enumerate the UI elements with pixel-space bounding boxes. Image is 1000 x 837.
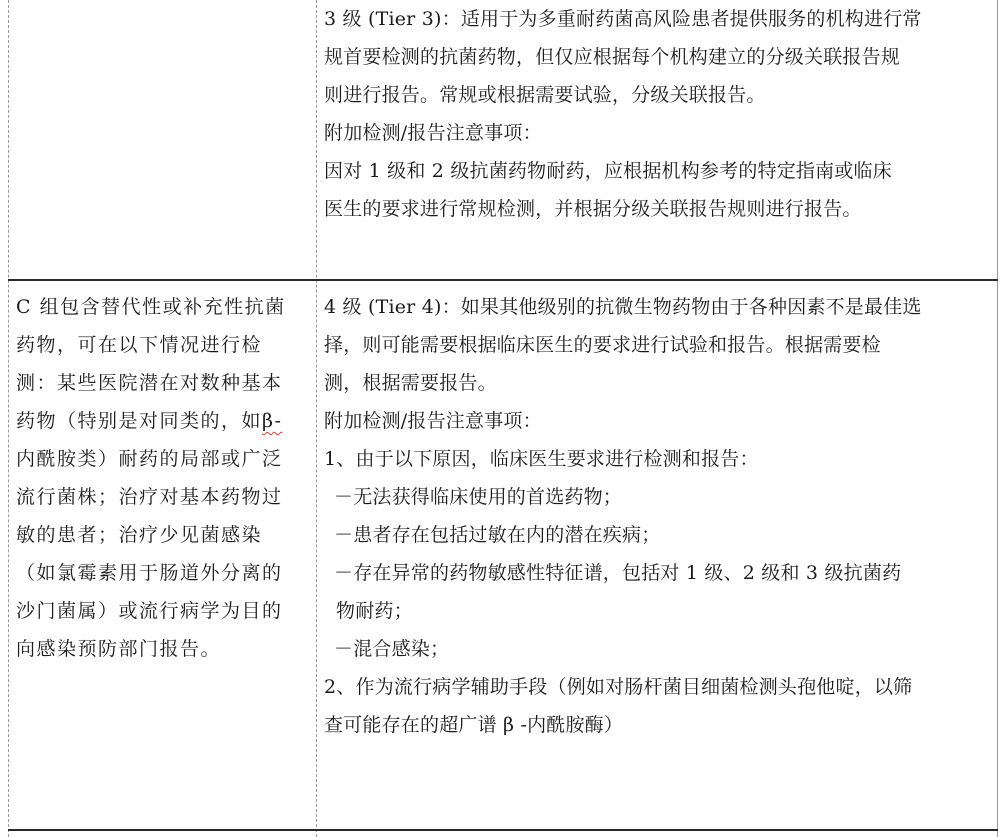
tier4-cell xyxy=(324,288,992,744)
tier4-item-1-title: 1、由于以下原因，临床医生要求进行检测和报告： xyxy=(324,448,759,470)
group-c-line xyxy=(16,402,312,440)
tier4-bullet: －存在异常的药物敏感性特征谱，包括对 1 级、2 级和 3 级抗菌药 xyxy=(334,562,902,584)
spellcheck-marked-text: β- xyxy=(262,410,283,432)
tier3-line: 规首要检测的抗菌药物，但仅应根据每个机构建立的分级关联报告规 xyxy=(324,46,901,68)
table-left-border xyxy=(8,0,9,837)
tier4-bullet: －无法获得临床使用的首选药物； xyxy=(334,486,623,508)
table-right-border xyxy=(997,0,998,837)
group-c-line: 药物，可在以下情况进行检 xyxy=(16,334,263,356)
tier4-line: 择，则可能需要根据临床医生的要求进行试验和报告。根据需要检 xyxy=(324,334,881,356)
tier4-bullet: －患者存在包括过敏在内的潜在疾病； xyxy=(334,524,661,546)
group-c-description-cell xyxy=(16,288,312,668)
tier4-notes-heading: 附加检测/报告注意事项： xyxy=(324,410,542,432)
tier3-line: 3 级 (Tier 3)：适用于为多重耐药菌高风险患者提供服务的机构进行常 xyxy=(324,8,922,30)
group-c-line: 内酰胺类）耐药的局部或广泛 xyxy=(16,448,283,470)
tier3-line: 则进行报告。常规或根据需要试验，分级关联报告。 xyxy=(324,84,766,106)
table-column-divider xyxy=(316,0,317,837)
tier3-cell xyxy=(324,0,992,228)
group-c-line: 向感染预防部门报告。 xyxy=(16,638,222,660)
tier4-bullet-continuation: 物耐药； xyxy=(336,600,413,622)
group-c-line-text: 药物（特别是对同类的，如 xyxy=(16,410,263,432)
tier4-line: 测，根据需要报告。 xyxy=(324,372,497,394)
table-bottom-border xyxy=(8,829,998,831)
group-c-line: 敏的患者；治疗少见菌感染 xyxy=(16,524,263,546)
tier3-notes-heading: 附加检测/报告注意事项： xyxy=(324,122,542,144)
tier4-bullet: －混合感染； xyxy=(334,638,450,660)
tier4-line: 4 级 (Tier 4)：如果其他级别的抗微生物药物由于各种因素不是最佳选 xyxy=(324,296,922,318)
tier4-item-2-line: 查可能存在的超广谱 β -内酰胺酶） xyxy=(324,714,624,736)
tier4-item-2-line: 2、作为流行病学辅助手段（例如对肠杆菌目细菌检测头孢他啶，以筛 xyxy=(324,676,913,698)
group-c-line: 测：某些医院潜在对数种基本 xyxy=(16,372,283,394)
group-c-line: 流行菌株；治疗对基本药物过 xyxy=(16,486,283,508)
tier3-notes-line: 因对 1 级和 2 级抗菌药物耐药，应根据机构参考的特定指南或临床 xyxy=(324,160,892,182)
table-row-separator xyxy=(8,279,998,281)
group-c-line: （如氯霉素用于肠道外分离的 xyxy=(16,562,283,584)
group-c-line: 沙门菌属）或流行病学为目的 xyxy=(16,600,283,622)
group-c-line: C 组包含替代性或补充性抗菌 xyxy=(16,296,286,318)
tier3-notes-line: 医生的要求进行常规检测，并根据分级关联报告规则进行报告。 xyxy=(324,198,862,220)
